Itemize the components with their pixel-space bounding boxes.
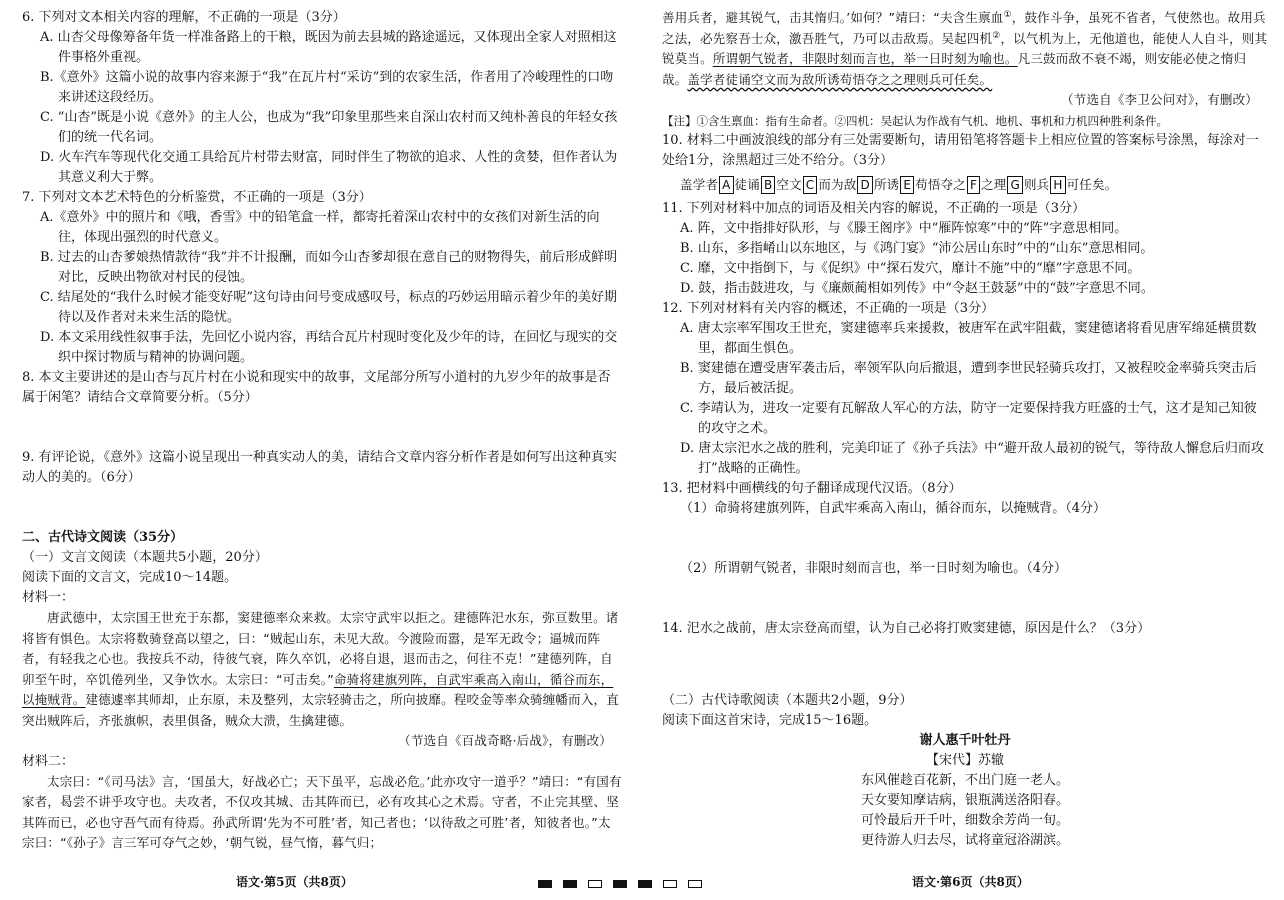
q10-segment: 盖学者 (680, 176, 719, 192)
q7-option-c: C. 结尾处的“我什么时候才能变好呢”这句诗由问号变成感叹号，标点的巧妙运用暗示着少年的美好期待以及作者对未来生活的隐忧。 (40, 290, 618, 325)
q6-option-c: C. “山杏”既是小说《意外》的主人公，也成为“我”印象里那些来自深山农村而又纯朴善良的年轻女孩们的统一代名词。 (40, 110, 618, 145)
cont-underlined: 所谓朝气锐者，非限时刻而言也，举一日时刻为喻也。 (712, 51, 1018, 66)
q10-answer-box: F (967, 176, 980, 194)
q10-segment: 可任矣。 (1066, 176, 1118, 192)
subsection-1-title: （一）文言文阅读（本题共5小题，20分） (22, 550, 268, 565)
right-page (642, 0, 1282, 900)
q7-stem: 7. 下列对文本艺术特色的分析鉴赏，不正确的一项是（3分） (22, 190, 372, 205)
q14: 14. 汜水之战前，唐太宗登高而望，认为自己必将打败窦建德，原因是什么？（3分） (662, 621, 1151, 636)
material-2-continued (662, 8, 1268, 90)
subsection-2-title: （二）古代诗歌阅读（本题共2小题，9分） (662, 693, 913, 708)
q12-stem: 12. 下列对材料有关内容的概述，不正确的一项是（3分） (662, 301, 995, 316)
q10-sequence (662, 175, 1268, 196)
cont-a: 善用兵者，避其锐气，击其惰归。’如何？”靖曰：“夫含生禀血 (662, 10, 1004, 25)
material-1-source: （节选自《百战奇略·后战》，有删改） (398, 733, 612, 748)
q10-segment: 所诱 (873, 176, 900, 192)
q10-answer-box: E (900, 176, 914, 194)
poem-title: 谢人惠千叶牡丹 (919, 733, 1011, 748)
poem-author: 【宋代】苏辙 (925, 753, 1004, 768)
material-1-part-a: 唐武德中，太宗国王世充于东都，窦建德率众来救。太宗守武牢以拒之。建德阵汜水东，弥亘数里。诸将皆有惧色。太宗将数骑登高以望之，曰：“贼起山东，未见大敌。今渡险而嚣，是军无政令；逼城而阵者，有轻我之心也。我按兵不动，待彼气衰，阵久卒饥，必将自退，退而击之，何往不克！”建德列阵，自卯至午时，卒饥倦列坐，又争饮水。太宗曰：“可击矣。” (22, 610, 619, 687)
page-footer-right: 语文·第6页（共8页） (912, 875, 1029, 889)
poem-line: 天女要知摩诘病，银瓶满送洛阳春。 (860, 793, 1069, 808)
q12-option-d: D. 唐太宗汜水之战的胜利，完美印证了《孙子兵法》中“避开敌人最初的锐气，等待敌人懈怠后归而攻打”战略的正确性。 (680, 441, 1264, 476)
q10-segment: 徒诵 (734, 176, 760, 192)
material-1-label: 材料一： (22, 590, 75, 605)
annotation-note: 【注】①含生禀血：指有生命者。②四机：吴起认为作战有气机、地机、事机和力机四种胜利条件。 (662, 113, 1168, 128)
q6-stem: 6. 下列对文本相关内容的理解，不正确的一项是（3分） (22, 10, 346, 25)
page-footer-left: 语文·第5页（共8页） (236, 875, 353, 889)
q12-option-c: C. 李靖认为，进攻一定要有瓦解敌人军心的方法，防守一定要保持我方旺盛的士气，这才是知己知彼的攻守之术。 (680, 401, 1257, 436)
q7-option-b: B. 过去的山杏爹娘热情款待“我”并不计报酬，而如今山杏爹却很在意自己的财物得失，前后形成鲜明对比，反映出物欲对村民的侵蚀。 (40, 250, 618, 285)
q10: 10. 材料二中画波浪线的部分有三处需要断句，请用铅笔将答题卡上相应位置的答案标号涂黑，每涂对一处给1分，涂黑超过三处不给分。（3分） (662, 132, 1259, 168)
q11-option-d: D. 鼓，指击鼓进攻，与《廉颇蔺相如列传》中“令赵王鼓瑟”中的“鼓”字意思不同。 (680, 281, 1154, 296)
left-page (0, 0, 640, 900)
poem-line: 更待游人归去尽，试将童冠浴湖滨。 (860, 833, 1069, 848)
q9: 9. 有评论说，《意外》这篇小说呈现出一种真实动人的美，请结合文章内容分析作者是如何写出这种真实动人的美的。（6分） (22, 450, 618, 485)
q12-option-a: A. 唐太宗率军围攻王世充，窦建德率兵来援救，被唐军在武牢阻截，窦建德诸将看见唐军绵延横贯数里，都面生惧色。 (680, 321, 1257, 356)
q10-answer-box: G (1007, 176, 1023, 194)
q10-segment: 之理 (981, 176, 1007, 192)
q10-answer-box: H (1050, 176, 1065, 194)
q10-segment: 而为敌 (818, 176, 857, 192)
cont-d: 凡三鼓而敌不衰不竭，则安能必使之惰归哉。 (662, 51, 1247, 87)
material-2-label: 材料二： (22, 753, 75, 769)
q7-option-d: D. 本文采用线性叙事手法，先回忆小说内容，再结合瓦片村现时变化及少年的诗，在回忆与现实的交织中探讨物质与精神的协调问题。 (40, 330, 618, 365)
reading-instruction: 阅读下面的文言文，完成10～14题。 (22, 570, 238, 585)
q10-segment: 则兵 (1023, 176, 1050, 192)
q10-answer-box: C (803, 176, 818, 194)
q10-segment: 苟悟夺之 (915, 176, 966, 192)
material-1-part-b: 建德遽率其师却，止东原，未及整列，太宗轻骑击之，所向披靡。程咬金等率众骑缠幡而入，直突出贼阵后，齐张旗帜，表里俱备，贼众大溃，生擒建德。 (22, 692, 619, 728)
poem-instruction: 阅读下面这首宋诗，完成15～16题。 (662, 713, 878, 728)
mark (538, 880, 552, 888)
cont-wavy-underlined: 盖学者徒诵空文而为敌所诱苟悟夺之之理则兵可任矣。 (687, 71, 993, 87)
q10-segment: 空文 (776, 176, 802, 192)
q6-option-a: A. 山杏父母像筹备年货一样准备路上的干粮，既因为前去县城的路途遥远，又体现出全家人对照相这件事格外重视。 (40, 30, 617, 65)
q10-answer-box: A (719, 176, 733, 194)
q11-option-a: A. 阵，文中指排好队形，与《滕王阁序》中“雁阵惊寒”中的“阵”字意思相同。 (680, 221, 1128, 236)
material-1-underlined: 命骑将建旗列阵，自武牢乘高入南山，循谷而东，以掩贼背。 (22, 671, 614, 707)
q10-answer-box: B (761, 176, 775, 194)
note-ref-1: ① (1003, 9, 1012, 20)
cont-b: ，鼓作斗争，虽死不省者，气使然也。故用兵之法，必先察吾士众，激吾胜气，乃可以击敌焉。吴起四机 (662, 10, 1266, 46)
poem-line: 东风催趁百花新，不出门庭一老人。 (860, 773, 1069, 788)
q6-option-d: D. 火车汽车等现代化交通工具给瓦片村带去财富，同时伴生了物欲的追求、人性的贪婪，但作者认为其意义利大于弊。 (40, 150, 618, 185)
q11-stem: 11. 下列对材料中加点的词语及相关内容的解说，不正确的一项是（3分） (662, 201, 1086, 216)
q13-sentence-1: （1）命骑将建旗列阵，自武牢乘高入南山，循谷而东，以掩贼背。（4分） (680, 501, 1107, 516)
q6-option-b: B.《意外》这篇小说的故事内容来源于“我”在瓦片村“采访”到的农家生活，作者用了冷峻理性的口吻来讲述这段经历。 (40, 70, 614, 105)
q11-option-b: B. 山东，多指崤山以东地区，与《鸿门宴》“沛公居山东时”中的“山东”意思相同。 (680, 241, 1154, 256)
mark (563, 880, 577, 888)
q12-option-b: B. 窦建德在遭受唐军袭击后，率领军队向后撤退，遭到李世民轻骑兵攻打，又被程咬金率骑兵突击后方，最后被活捉。 (680, 361, 1257, 396)
q13-stem: 13. 把材料中画横线的句子翻译成现代汉语。（8分） (662, 481, 962, 496)
mark (588, 880, 602, 888)
material-1-text (22, 608, 622, 731)
note-ref-2: ② (992, 30, 1001, 41)
q11-option-c: C. 靡，文中指倒下，与《促织》中“探石发穴，靡计不施”中的“靡”字意思不同。 (680, 261, 1141, 276)
mark (613, 880, 627, 888)
poem-line: 可怜最后开千叶，细数余芳尚一旬。 (860, 813, 1069, 828)
material-2-source: （节选自《李卫公问对》，有删改） (1061, 92, 1258, 107)
cont-c: ，以气机为上，无他道也，能使人人自斗，则其锐莫当。 (662, 30, 1268, 66)
q7-option-a: A.《意外》中的照片和《哦，香雪》中的铅笔盒一样，都寄托着深山农村中的女孩们对新生活的向往，体现出强烈的时代意义。 (40, 210, 600, 245)
q13-sentence-2: （2）所谓朝气锐者，非限时刻而言也，举一日时刻为喻也。（4分） (680, 561, 1068, 576)
material-2-text: 太宗曰：“《司马法》言，‘国虽大，好战必亡；天下虽平，忘战必危。’此亦攻守一道乎？”靖曰：“有国有家者，曷尝不讲乎攻守也。夫攻者，不仅攻其城、击其阵而已，必有攻其心之术焉。守者，不止完其壁、坚其阵而已，必也守吾气而有待焉。孙武所谓‘先为不可胜’者，知己者也；‘以待敌之可胜’者，知彼者也。”太宗曰：“《孙子》言三军可夺气之妙，‘朝气锐，昼气惰，暮气归； (22, 773, 622, 850)
q8: 8. 本文主要讲述的是山杏与瓦片村在小说和现实中的故事，文尾部分所写小道村的九岁少年的故事是否属于闲笔？请结合文章简要分析。（5分） (22, 370, 611, 405)
q10-answer-box: D (857, 176, 872, 194)
section-2-title: 二、古代诗文阅读（35分） (22, 530, 184, 545)
